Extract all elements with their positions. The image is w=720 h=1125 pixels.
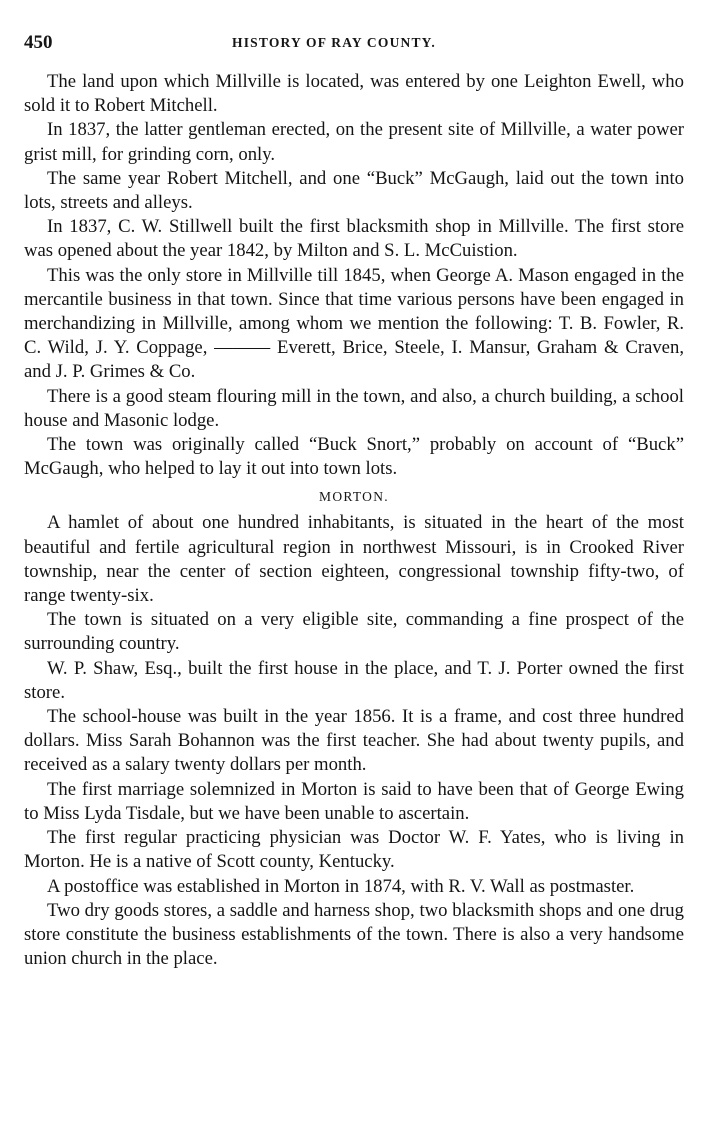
paragraph-hamlet: A hamlet of about one hundred inhabitants, is situated in the heart of the most beautiful and fertile agricultural region in northwest Missouri, is in Crooked River township, near the center of section eighteen, congressional township fifty-two, of range twenty-six.: [24, 512, 684, 607]
paragraph-postoffice: A postoffice was established in Morton in 1874, with R. V. Wall as postmaster.: [47, 875, 635, 897]
paragraph-grist-mill: In 1837, the latter gentleman erected, on the present site of Millville, a water power grist mill, for grinding corn, only.: [24, 119, 684, 165]
paragraph-first-house: W. P. Shaw, Esq., built the first house in the place, and T. J. Porter owned the first store.: [24, 657, 684, 703]
section-heading-morton: MORTON.: [319, 489, 389, 505]
running-title: HISTORY OF RAY COUNTY.: [232, 35, 436, 50]
paragraph-buck-snort: The town was originally called “Buck Snort,” probably on account of “Buck” McGaugh, who helped to lay it out into town lots.: [24, 434, 684, 480]
paragraph-mill-church-school: There is a good steam flouring mill in the town, and also, a church building, a school house and Masonic lodge.: [24, 385, 684, 431]
running-head: [24, 28, 684, 58]
paragraph-merchants: This was the only store in Millville till 1845, when George A. Mason engaged in the mercantile business in that town. Since that time various persons have been engaged in merchandizing in Millville, among whom we mention the following: T. B. Fowler, R. C. Wild, J. Y. Coppage, ——— Everett, Brice, Steele, I. Mansur, Graham & Craven, and J. P. Grimes & Co.: [24, 264, 684, 383]
paragraph-town-laid-out: The same year Robert Mitchell, and one “Buck” McGaugh, laid out the town into lots, streets and alleys.: [24, 167, 684, 214]
paragraph-school-house: The school-house was built in the year 1856. It is a frame, and cost three hundred dollars. Miss Sarah Bohannon was the first teacher. She had about twenty pupils, and received as a salary twenty dollars per month.: [24, 706, 684, 776]
page-number: 450: [24, 32, 53, 53]
body-text: [24, 70, 684, 971]
paragraph-business-establishments: Two dry goods stores, a saddle and harness shop, two blacksmith shops and one drug store constitute the business establishments of the town. There is also a very handsome union church in the place.: [24, 899, 684, 970]
paragraph-first-marriage: The first marriage solemnized in Morton is said to have been that of George Ewing to Miss Lyda Tisdale, but we have been unable to ascertain.: [24, 778, 684, 824]
paragraph-blacksmith-and-first-store: In 1837, C. W. Stillwell built the first blacksmith shop in Millville. The first store was opened about the year 1842, by Milton and S. L. McCuistion.: [24, 216, 684, 262]
paragraph-millville-entry: The land upon which Millville is located, was entered by one Leighton Ewell, who sold it to Robert Mitchell.: [24, 71, 684, 117]
book-page: [24, 28, 684, 1118]
paragraph-physician: The first regular practicing physician was Doctor W. F. Yates, who is living in Morton. He is a native of Scott county, Kentucky.: [24, 827, 684, 873]
paragraph-site: The town is situated on a very eligible site, commanding a fine prospect of the surrounding country.: [24, 609, 684, 655]
